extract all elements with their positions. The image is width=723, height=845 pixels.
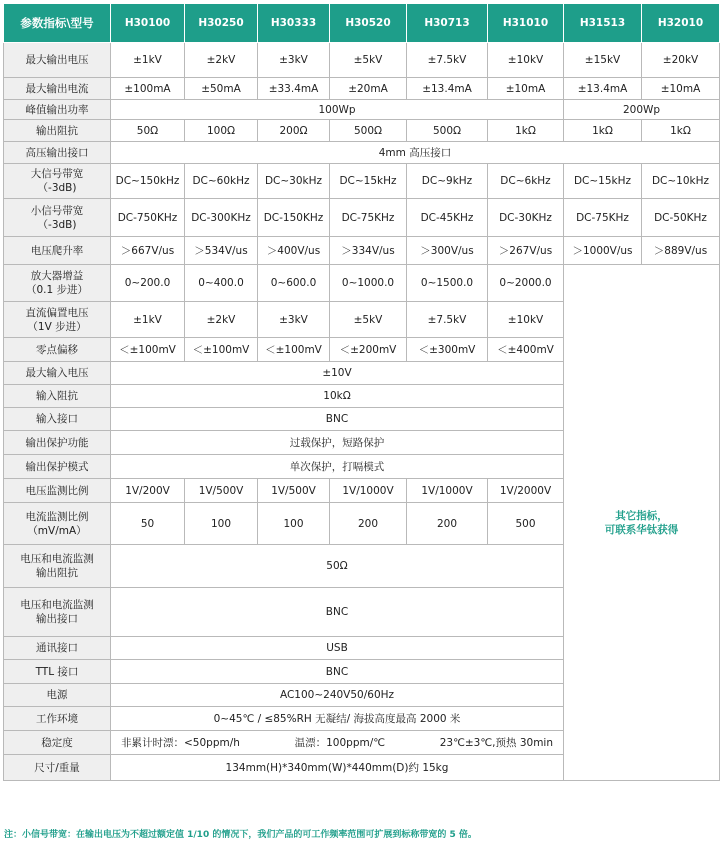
row-label-line: 电压和电流监测: [20, 553, 94, 565]
table-cell: DC~60kHz: [185, 164, 258, 199]
table-cell: 1V/500V: [258, 479, 330, 503]
table-cell: 134mm(H)*340mm(W)*440mm(D)约 15kg: [111, 755, 564, 781]
table-row: [4, 100, 720, 120]
table-cell: 100Wp: [111, 100, 564, 120]
header-cell: H30250: [185, 4, 258, 43]
table-cell: ＞300V/us: [407, 237, 488, 265]
table-cell: ±3kV: [258, 43, 330, 78]
table-cell: ±2kV: [185, 43, 258, 78]
table-cell: 0~1000.0: [330, 265, 407, 302]
table-cell: ＜±100mV: [258, 338, 330, 362]
table-row: [4, 164, 720, 199]
row-label: 输入接口: [4, 408, 111, 431]
row-label: 稳定度: [4, 731, 111, 755]
table-cell: DC~10kHz: [642, 164, 720, 199]
row-label: 高压输出接口: [4, 142, 111, 164]
table-cell: DC~6kHz: [488, 164, 564, 199]
spec-table: [3, 3, 720, 781]
footnote: 注：小信号带宽：在输出电压为不超过额定值 1/10 的情况下，我们产品的可工作频率范围可扩展到标称带宽的 5 倍。: [4, 830, 477, 840]
table-row: [4, 199, 720, 237]
header-cell: H30520: [330, 4, 407, 43]
table-row: [4, 78, 720, 100]
row-label: 电压爬升率: [4, 237, 111, 265]
table-cell: 200: [330, 503, 407, 545]
table-cell: 50Ω: [111, 545, 564, 588]
table-cell: 500Ω: [407, 120, 488, 142]
stability-conditions: 23℃±3℃,预热 30min: [439, 736, 553, 749]
table-cell: DC-300KHz: [185, 199, 258, 237]
table-cell: DC~9kHz: [407, 164, 488, 199]
table-cell: ＞334V/us: [330, 237, 407, 265]
row-label: 峰值输出功率: [4, 100, 111, 120]
table-cell: AC100~240V50/60Hz: [111, 684, 564, 707]
table-cell: 过载保护，短路保护: [111, 431, 564, 455]
table-cell: 0~1500.0: [407, 265, 488, 302]
table-cell: 500: [488, 503, 564, 545]
side-note: [564, 265, 720, 781]
table-cell: ±1kV: [111, 43, 185, 78]
row-label-line: 小信号带宽: [30, 204, 84, 217]
header-cell: H31513: [564, 4, 642, 43]
header-cell: 参数指标\型号: [4, 4, 111, 43]
table-cell: 200Ω: [258, 120, 330, 142]
table-cell: ±15kV: [564, 43, 642, 78]
row-label: 输出阻抗: [4, 120, 111, 142]
row-label: 通讯接口: [4, 637, 111, 660]
table-cell: USB: [111, 637, 564, 660]
table-cell: ＜±200mV: [330, 338, 407, 362]
table-cell: DC~30kHz: [258, 164, 330, 199]
table-cell: ±10kV: [488, 43, 564, 78]
row-label: 最大输出电压: [4, 43, 111, 78]
row-label-line: 直流偏置电压: [25, 306, 89, 319]
table-cell: 100: [258, 503, 330, 545]
table-cell: BNC: [111, 408, 564, 431]
table-cell: 50: [111, 503, 185, 545]
table-cell: 1kΩ: [564, 120, 642, 142]
stability-temp-drift: 温漂：100ppm/℃: [294, 736, 386, 749]
table-cell: ±10V: [111, 362, 564, 385]
table-cell: ±50mA: [185, 78, 258, 100]
header-cell: H30100: [111, 4, 185, 43]
table-cell: 10kΩ: [111, 385, 564, 408]
table-cell: DC-75KHz: [330, 199, 407, 237]
table-cell: [111, 731, 564, 755]
table-cell: 单次保护，打嗝模式: [111, 455, 564, 479]
row-label-line: 电压和电流监测: [20, 599, 94, 611]
row-label: 最大输出电流: [4, 78, 111, 100]
row-label: [4, 588, 111, 637]
table-cell: ±10mA: [642, 78, 720, 100]
table-cell: ＞889V/us: [642, 237, 720, 265]
side-note-line: 可联系华钛获得: [604, 523, 679, 536]
row-label: 输入阻抗: [4, 385, 111, 408]
row-label-line: （-3dB): [37, 182, 77, 194]
table-cell: 1V/2000V: [488, 479, 564, 503]
table-cell: ±3kV: [258, 302, 330, 338]
table-cell: 0~400.0: [185, 265, 258, 302]
table-cell: ±7.5kV: [407, 43, 488, 78]
row-label-line: （mV/mA）: [27, 524, 87, 537]
table-cell: 4mm 高压接口: [111, 142, 720, 164]
header-cell: H32010: [642, 4, 720, 43]
table-row: [4, 265, 720, 302]
table-cell: 1kΩ: [642, 120, 720, 142]
table-cell: 100: [185, 503, 258, 545]
row-label: 输出保护模式: [4, 455, 111, 479]
table-cell: 500Ω: [330, 120, 407, 142]
table-cell: DC~15kHz: [330, 164, 407, 199]
row-label-line: 电流监测比例: [25, 510, 89, 523]
row-label: 工作环境: [4, 707, 111, 731]
row-label: TTL 接口: [4, 660, 111, 684]
table-cell: DC-50KHz: [642, 199, 720, 237]
row-label-line: （0.1 步进）: [25, 284, 89, 296]
table-cell: ＞667V/us: [111, 237, 185, 265]
row-label: [4, 503, 111, 545]
table-cell: 1kΩ: [488, 120, 564, 142]
table-cell: DC-750KHz: [111, 199, 185, 237]
table-cell: DC-75KHz: [564, 199, 642, 237]
table-cell: 0~200.0: [111, 265, 185, 302]
table-cell: 50Ω: [111, 120, 185, 142]
table-cell: ±13.4mA: [564, 78, 642, 100]
row-label: [4, 302, 111, 338]
table-cell: DC-45KHz: [407, 199, 488, 237]
row-label: 电源: [4, 684, 111, 707]
table-cell: 100Ω: [185, 120, 258, 142]
table-cell: 1V/1000V: [407, 479, 488, 503]
table-row: [4, 142, 720, 164]
table-cell: ±100mA: [111, 78, 185, 100]
row-label: 最大输入电压: [4, 362, 111, 385]
table-row: [4, 43, 720, 78]
row-label: [4, 265, 111, 302]
table-cell: ＞534V/us: [185, 237, 258, 265]
table-cell: 200: [407, 503, 488, 545]
row-label-line: 大信号带宽: [30, 168, 84, 180]
table-cell: ±5kV: [330, 43, 407, 78]
table-row: [4, 237, 720, 265]
row-label-line: 放大器增益: [30, 270, 84, 282]
table-cell: ±33.4mA: [258, 78, 330, 100]
table-cell: 1V/500V: [185, 479, 258, 503]
row-label: 尺寸/重量: [4, 755, 111, 781]
table-cell: ＞1000V/us: [564, 237, 642, 265]
header-cell: H30713: [407, 4, 488, 43]
table-cell: 0~2000.0: [488, 265, 564, 302]
table-cell: ＜±400mV: [488, 338, 564, 362]
row-label-line: （-3dB): [37, 218, 77, 231]
table-cell: 1V/1000V: [330, 479, 407, 503]
table-cell: ±7.5kV: [407, 302, 488, 338]
table-cell: DC-150KHz: [258, 199, 330, 237]
table-cell: ±10kV: [488, 302, 564, 338]
table-cell: DC~150kHz: [111, 164, 185, 199]
table-cell: 0~600.0: [258, 265, 330, 302]
table-cell: ＞267V/us: [488, 237, 564, 265]
row-label: [4, 164, 111, 199]
stability-drift: 非累计时漂：<50ppm/h: [121, 736, 240, 749]
table-cell: ±1kV: [111, 302, 185, 338]
header-cell: H30333: [258, 4, 330, 43]
table-cell: ±10mA: [488, 78, 564, 100]
table-cell: BNC: [111, 588, 564, 637]
table-cell: ±2kV: [185, 302, 258, 338]
row-label-line: 输出接口: [36, 613, 78, 625]
table-cell: ±5kV: [330, 302, 407, 338]
row-label: [4, 199, 111, 237]
header-cell: H31010: [488, 4, 564, 43]
table-cell: BNC: [111, 660, 564, 684]
side-note-line: 其它指标，: [615, 509, 668, 522]
table-cell: 1V/200V: [111, 479, 185, 503]
table-cell: ＜±300mV: [407, 338, 488, 362]
row-label-line: （1V 步进）: [27, 320, 87, 333]
row-label: [4, 545, 111, 588]
table-row: [4, 120, 720, 142]
table-cell: ±20mA: [330, 78, 407, 100]
table-cell: ±20kV: [642, 43, 720, 78]
table-cell: DC-30KHz: [488, 199, 564, 237]
row-label: 输出保护功能: [4, 431, 111, 455]
table-cell: ＜±100mV: [185, 338, 258, 362]
table-cell: 200Wp: [564, 100, 720, 120]
table-cell: 0~45℃ / ≤85%RH 无凝结/ 海拔高度最高 2000 米: [111, 707, 564, 731]
header-row: [4, 4, 720, 43]
row-label: 零点偏移: [4, 338, 111, 362]
table-cell: ＜±100mV: [111, 338, 185, 362]
table-cell: DC~15kHz: [564, 164, 642, 199]
table-cell: ±13.4mA: [407, 78, 488, 100]
row-label: 电压监测比例: [4, 479, 111, 503]
row-label-line: 输出阻抗: [36, 567, 78, 579]
table-cell: ＞400V/us: [258, 237, 330, 265]
